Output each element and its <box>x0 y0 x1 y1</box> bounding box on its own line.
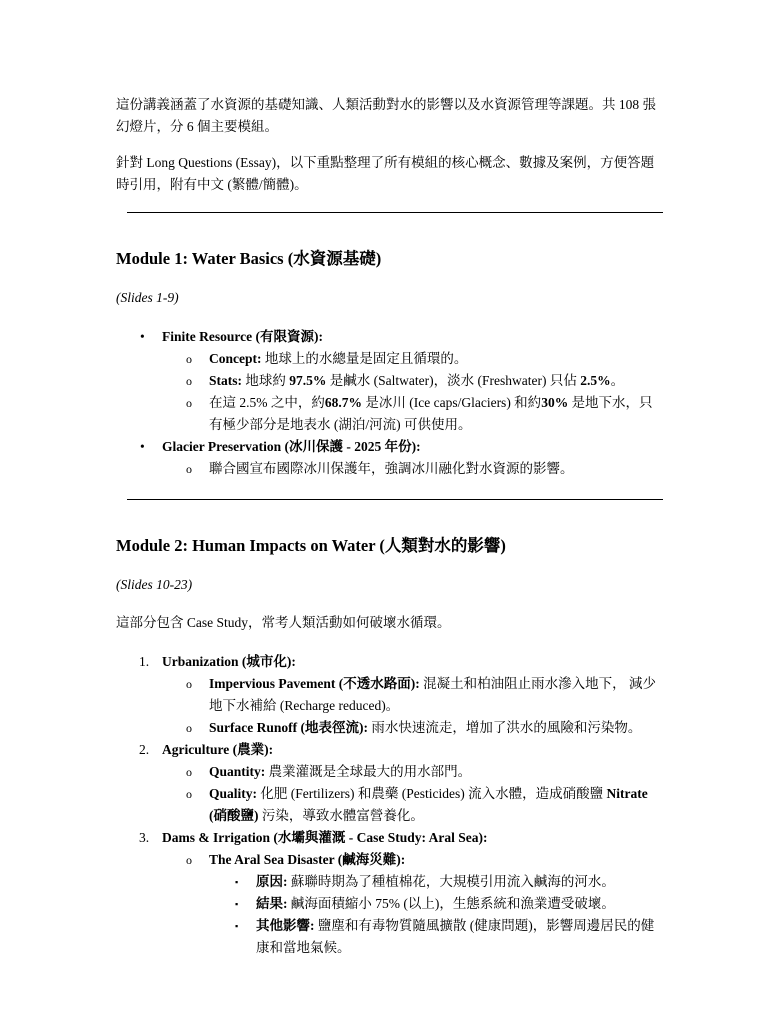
bullet-icon: o <box>186 677 192 691</box>
list-item: • Finite Resource (有限資源): <box>116 326 664 348</box>
list-item: ▪ 其他影響: 鹽塵和有毒物質隨風擴散 (健康問題)，影響周邊居民的健康和當地氣候。 <box>116 915 664 959</box>
list-item: o Quantity: 農業灌溉是全球最大的用水部門。 <box>116 761 664 783</box>
module-2-heading: Module 2: Human Impacts on Water (人類對水的影響) <box>116 536 506 555</box>
bullet-icon: o <box>186 853 192 867</box>
module-2-slides: (Slides 10-23) <box>116 577 193 592</box>
bullet-icon: o <box>186 787 192 801</box>
bullet-icon: o <box>186 765 192 779</box>
item-number: 2. <box>139 742 150 757</box>
list-item: ▪ 原因: 蘇聯時期為了種植棉花，大規模引用流入鹹海的河水。 <box>116 871 664 893</box>
list-item: 2. Agriculture (農業): <box>116 739 664 761</box>
bullet-icon: o <box>186 396 192 410</box>
list-item: 3. Dams & Irrigation (水壩與灌溉 - Case Study: Aral Sea): <box>116 827 664 849</box>
list-item: o Concept: 地球上的水總量是固定且循環的。 <box>116 348 664 370</box>
list-item: o Surface Runoff (地表徑流): 雨水快速流走，增加了洪水的風險和污染物。 <box>116 717 664 739</box>
module-1-list <box>116 326 664 480</box>
square-bullet-icon: ▪ <box>235 877 239 887</box>
module-2-list <box>116 651 664 959</box>
intro-paragraph-1: 這份講義涵蓋了水資源的基礎知識、人類活動對水的影響以及水資源管理等課題。共 108 張幻燈片，分 6 個主要模組。 <box>116 97 656 134</box>
list-item: o Stats: 地球約 97.5% 是鹹水 (Saltwater)，淡水 (Freshwater) 只佔 2.5%。 <box>116 370 664 392</box>
list-item: • Glacier Preservation (冰川保護 - 2025 年份): <box>116 436 664 458</box>
module-1-slides: (Slides 1-9) <box>116 290 179 305</box>
square-bullet-icon: ▪ <box>235 921 239 931</box>
list-item: o Quality: 化肥 (Fertilizers) 和農藥 (Pesticides) 流入水體，造成硝酸鹽 Nitrate (硝酸鹽) 污染，導致水體富營養化。 <box>116 783 664 827</box>
list-item: o 在這 2.5% 之中，約68.7% 是冰川 (Ice caps/Glaciers) 和約30% 是地下水，只有極少部分是地表水 (湖泊/河流) 可供使用。 <box>116 392 664 436</box>
module-2-lead: 這部分包含 Case Study，常考人類活動如何破壞水循環。 <box>116 615 451 630</box>
bullet-icon: o <box>186 721 192 735</box>
item-number: 1. <box>139 654 150 669</box>
list-item: o 聯合國宣布國際冰川保護年，強調冰川融化對水資源的影響。 <box>116 458 664 480</box>
square-bullet-icon: ▪ <box>235 899 239 909</box>
horizontal-rule <box>127 499 663 500</box>
document-page <box>116 94 664 959</box>
list-item: 1. Urbanization (城市化): <box>116 651 664 673</box>
bullet-icon: o <box>186 352 192 366</box>
bullet-icon: o <box>186 374 192 388</box>
horizontal-rule <box>127 212 663 213</box>
list-item: o Impervious Pavement (不透水路面): 混凝土和柏油阻止雨水滲入地下， 減少地下水補給 (Recharge reduced)。 <box>116 673 664 717</box>
intro-paragraph-2: 針對 Long Questions (Essay)，以下重點整理了所有模組的核心概念、數據及案例，方便答題時引用，附有中文 (繁體/簡體)。 <box>116 155 655 192</box>
list-item: ▪ 結果: 鹹海面積縮小 75% (以上)，生態系統和漁業遭受破壞。 <box>116 893 664 915</box>
bullet-icon: o <box>186 462 192 476</box>
bullet-icon: • <box>140 439 145 454</box>
module-1-heading: Module 1: Water Basics (水資源基礎) <box>116 249 382 268</box>
item-number: 3. <box>139 830 150 845</box>
list-item: o The Aral Sea Disaster (鹹海災難): <box>116 849 664 871</box>
bullet-icon: • <box>140 329 145 344</box>
